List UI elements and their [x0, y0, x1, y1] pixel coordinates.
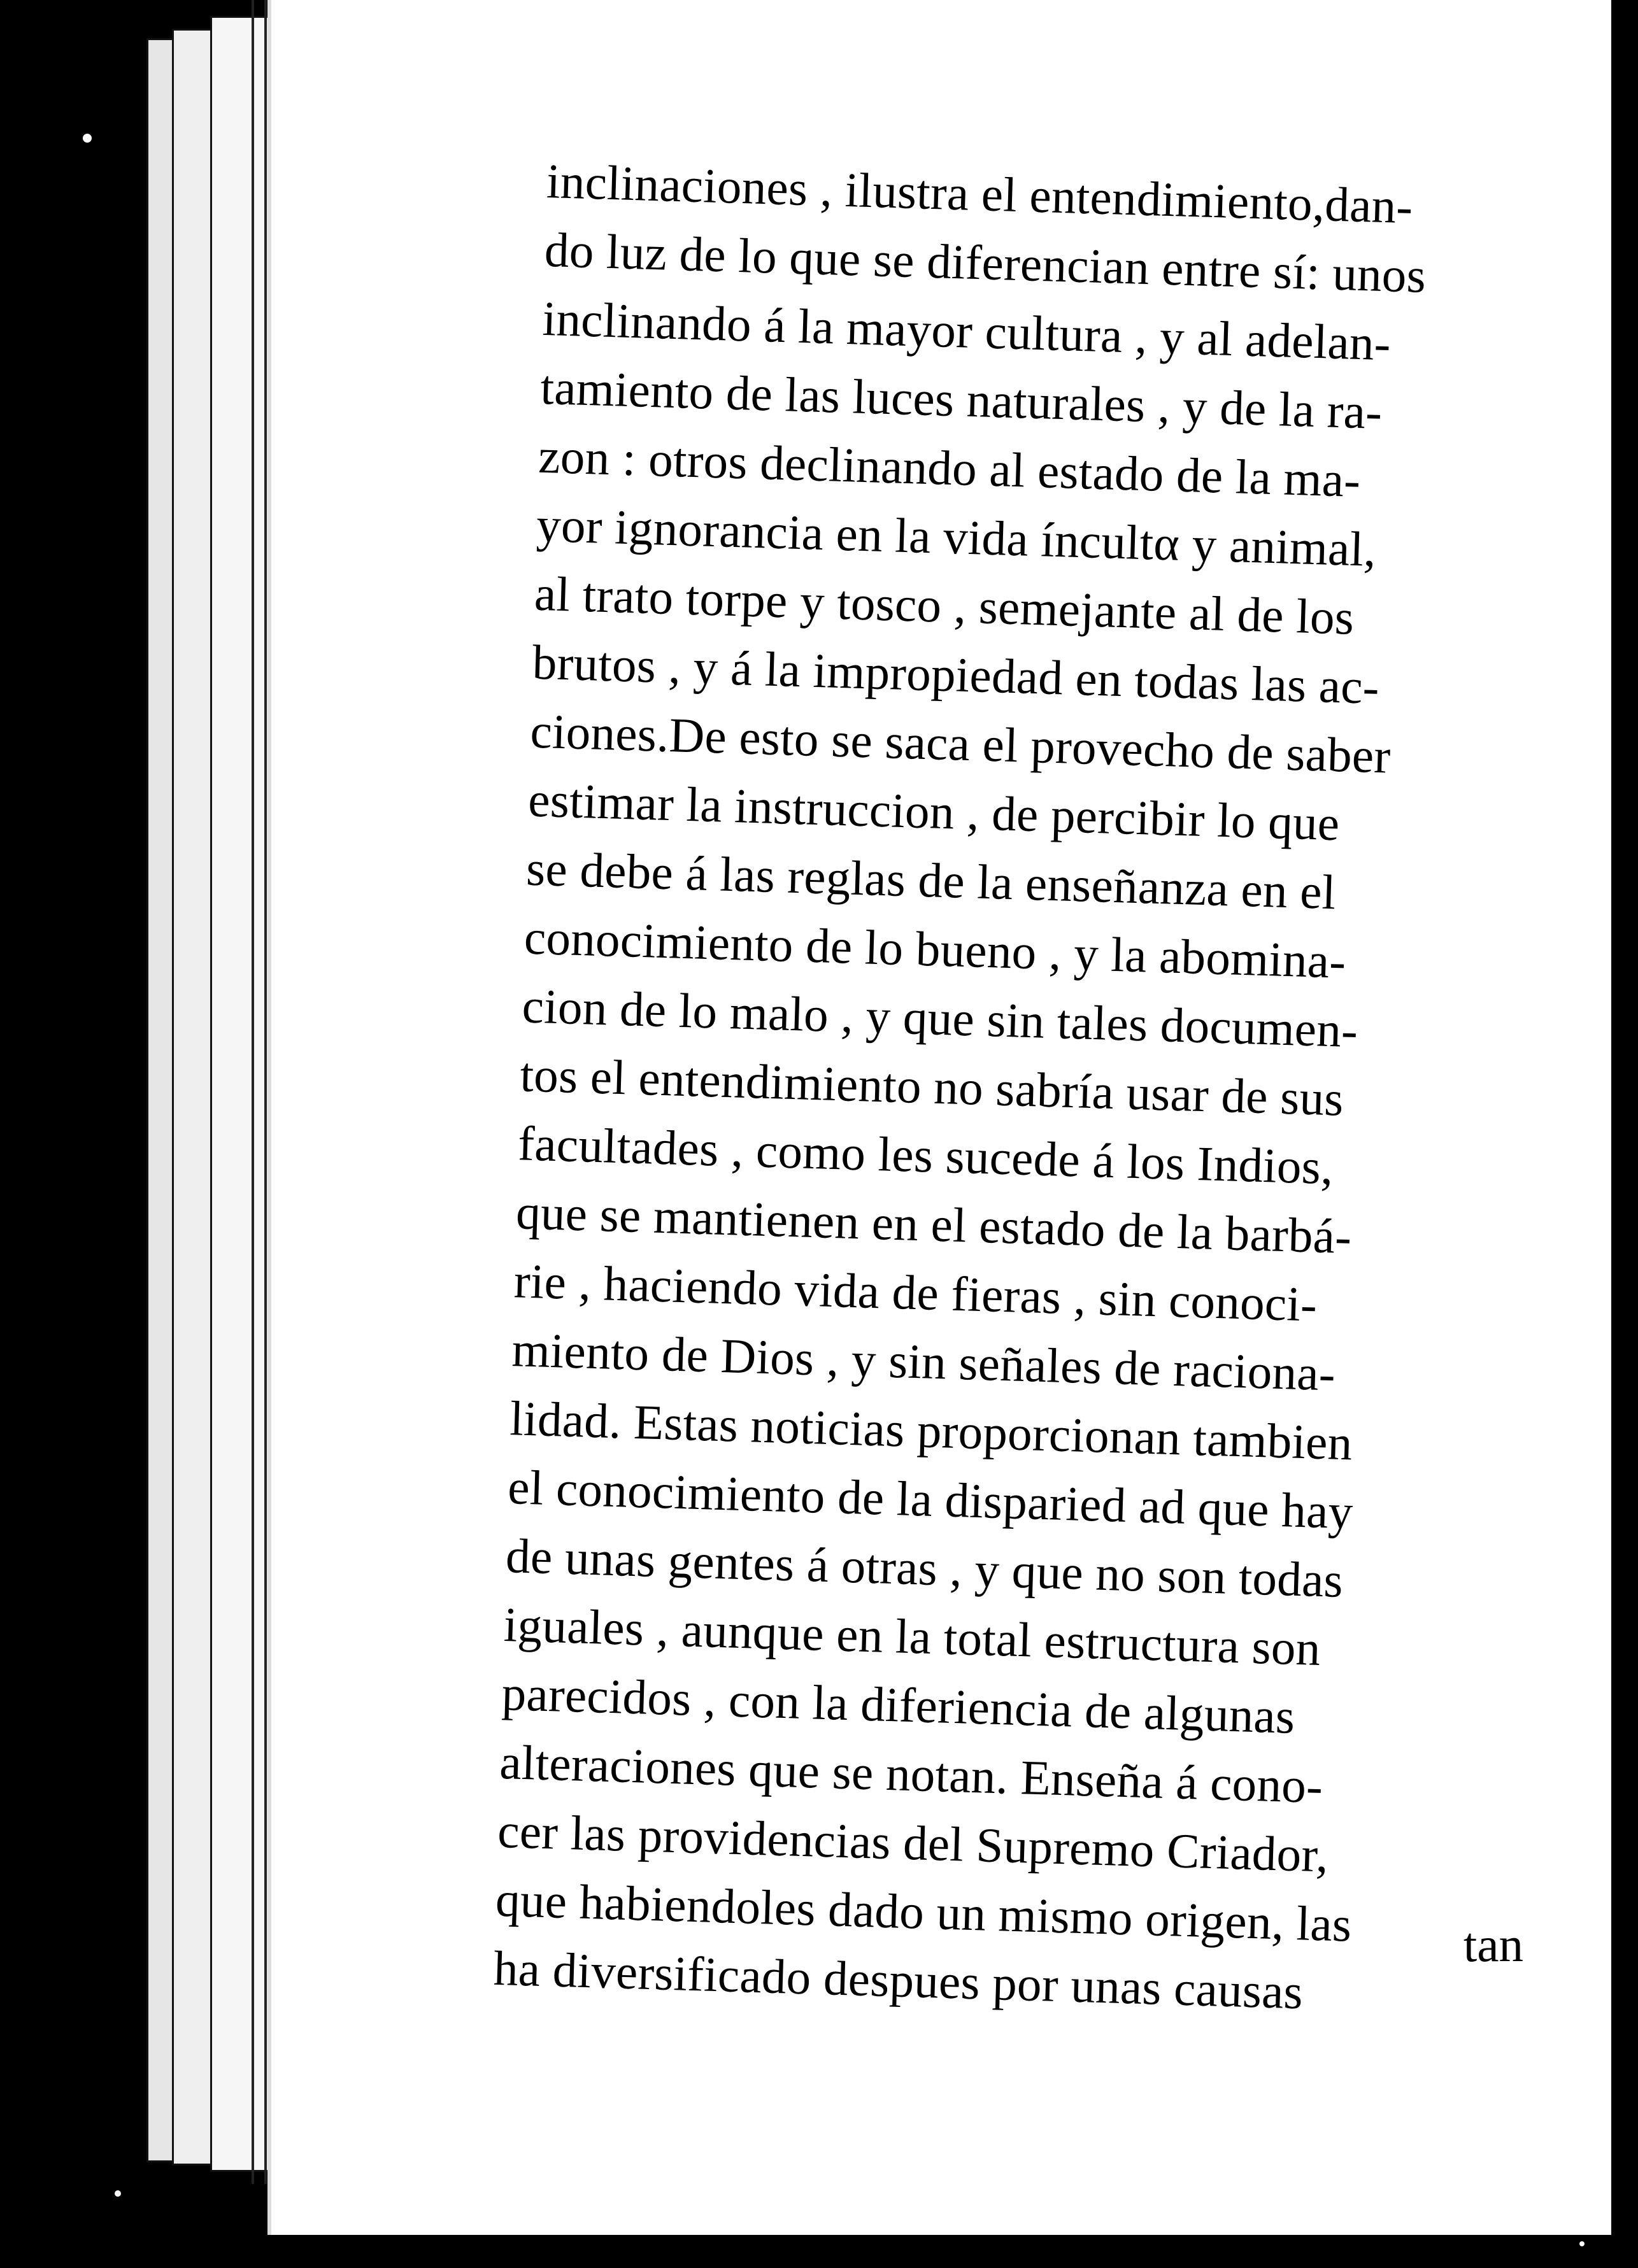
text-line: cion de lo malo , y que sin tales documen-	[521, 978, 1359, 1058]
text-line: inclinaciones , ilustra el entendimiento,dan-	[546, 153, 1414, 234]
text-line: que se mantienen en el estado de la barbá-	[515, 1184, 1353, 1265]
text-line: se debe á las reglas de la enseñanza en el	[525, 840, 1337, 920]
text-line: ciones.De esto se saca el provecho de saber	[529, 703, 1392, 784]
text-line: rie , haciendo vida de fieras , sin conoci-	[513, 1253, 1318, 1332]
text-line: alteraciones que se notan. Enseña á cono-	[499, 1734, 1324, 1814]
text-line: yor ignorancia en la vida íncultα y animal,	[536, 497, 1378, 577]
text-line: zon : otros declinando al estado de la ma-	[538, 428, 1362, 508]
gutter-line	[264, 0, 267, 2184]
scan-speck	[1579, 2241, 1585, 2246]
gutter-line	[252, 0, 254, 2184]
text-line: al trato torpe y tosco , semejante al de los	[533, 565, 1355, 645]
text-line: estimar la instruccion , de percibir lo que	[527, 772, 1341, 851]
page-text-block	[492, 146, 1521, 2031]
catchword: tan	[1463, 1917, 1523, 1972]
text-line: inclinando á la mayor cultura , y al adelan-	[541, 290, 1392, 371]
scan-speck	[115, 2190, 121, 2197]
text-line: el conocimiento de la disparied ad que hay	[507, 1459, 1354, 1540]
text-line: parecidos , con la diferiencia de algunas	[501, 1665, 1296, 1744]
text-line: ha diversificado despues por unas causas	[492, 1940, 1304, 2020]
text-line: facultades , como les sucede á los Indios,	[517, 1116, 1334, 1195]
text-line: brutos , y á la impropiedad en todas las ac-	[531, 634, 1381, 715]
text-line: cer las providencias del Supremo Criador,	[497, 1803, 1330, 1883]
text-line: tos el entendimiento no sabría usar de sus	[519, 1047, 1344, 1126]
text-line: que habiendoles dado un mismo origen, las	[495, 1871, 1353, 1952]
scan-speck	[83, 134, 92, 143]
text-line: miento de Dios , y sin señales de raciona-	[511, 1322, 1337, 1401]
text-line: conocimiento de lo bueno , y la abomina-	[523, 909, 1347, 989]
text-line: lidad. Estas noticias proporcionan tambien	[509, 1391, 1353, 1471]
text-line: iguales , aunque en la total estructura son	[502, 1596, 1321, 1676]
text-line: do luz de lo que se diferencian entre sí: unos	[543, 222, 1427, 303]
text-line: tamiento de las luces naturales , y de la ra-	[539, 359, 1383, 440]
text-line: de unas gentes á otras , y que no son todas	[505, 1528, 1344, 1608]
